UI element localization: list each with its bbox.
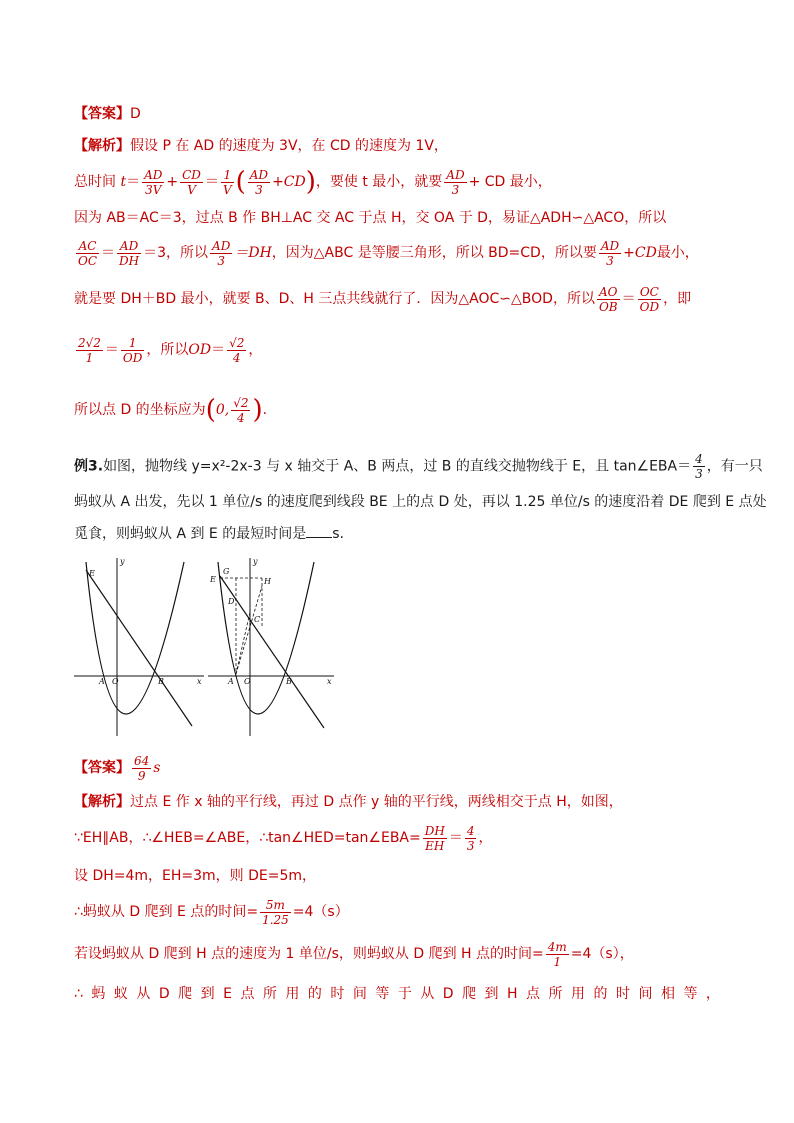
- example-line-1: 例3.如图，抛物线 y=x²-2x-3 与 x 轴交于 A、B 两点，过 B 的直线交抛物线于 E，且 tan∠EBA＝ $\frac{4}{3}$ ，有一只: [74, 452, 763, 481]
- answer-label: 【答案】: [74, 760, 130, 776]
- answer-blank: [306, 537, 332, 538]
- example-line-2: 蚂蚁从 A 出发，先以 1 单位/s 的速度爬到线段 BE 上的点 D 处，再以 1.25 单位/s 的速度沿着 DE 爬到 E 点处: [74, 494, 767, 510]
- label-x: x: [327, 677, 332, 686]
- answer-value: D: [130, 106, 141, 122]
- analysis2-line-6: ∴ 蚂 蚁 从 D 爬 到 E 点 所 用 的 时 间 等 于 从 D 爬 到 H 点 所 用 的 时 间 相 等 ，: [74, 986, 720, 1002]
- analysis-label: 【解析】: [74, 138, 130, 154]
- label-B: B: [286, 677, 292, 686]
- analysis-line-2: 总时间 t＝ $\frac{AD}{3V}$ + $\frac{CD}{V}$ ＝ $\frac{1}{V}$ ( $\frac{AD}{3}$ +CD)，要使 t 最小，就要 $\frac{AD}{3}$ + CD 最小，: [74, 167, 552, 197]
- analysis2-line-3: 设 DH=4m，EH=3m，则 DE=5m，: [74, 868, 317, 884]
- line-AD: [236, 612, 250, 674]
- label-H: H: [264, 577, 271, 586]
- label-A: A: [99, 677, 105, 686]
- label-y: y: [253, 557, 258, 566]
- label-D: D': [228, 597, 237, 606]
- line-BE: [86, 570, 192, 726]
- label-E: E: [89, 569, 95, 578]
- label-A: A: [228, 677, 234, 686]
- label-B: B: [158, 677, 164, 686]
- analysis-label: 【解析】: [74, 794, 130, 810]
- label-G: G: [223, 567, 230, 576]
- label-y: y: [120, 557, 125, 566]
- example-line-3: 觅食，则蚂蚁从 A 到 E 的最短时间是 s.: [74, 526, 344, 542]
- answer-label: 【答案】: [74, 106, 130, 122]
- answer-line-1: [74, 104, 141, 124]
- label-O: O: [112, 677, 119, 686]
- figure-right: [206, 556, 336, 738]
- answer-line-2: 【答案】 $\frac{64}{9}$ s: [74, 753, 161, 783]
- analysis-line-4: $\frac{AC}{OC}$ ＝ $\frac{AD}{DH}$ ＝3，所以 $\frac{AD}{3}$ ＝DH，因为△ABC 是等腰三角形，所以 BD=CD，所以要 $\frac{AD}{3}$ +CD最小，: [78, 238, 699, 268]
- label-x: x: [197, 677, 202, 686]
- analysis-line-3: 因为 AB＝AC＝3，过点 B 作 BH⊥AC 交 AC 于点 H，交 OA 于 D，易证△ADH∽△ACO，所以: [74, 210, 667, 226]
- line-AH: [236, 586, 262, 674]
- analysis-line-7: 所以点 D 的坐标应为(0, $\frac{√2}{4}$ ).: [74, 395, 268, 425]
- analysis-line-5: 就是要 DH＋BD 最小，就要 B、D、H 三点共线就行了．因为△AOC∽△BOD，所以 $\frac{AO}{OB}$ ＝ $\frac{OC}{OD}$ ，即: [74, 284, 692, 314]
- example-label: 例3.: [74, 458, 104, 475]
- parabola: [86, 562, 184, 714]
- label-O: O: [244, 677, 251, 686]
- label-C: C: [254, 615, 261, 624]
- figure-left: [72, 556, 206, 738]
- analysis2-line-5: 若设蚂蚁从 D 爬到 H 点的速度为 1 单位/s，则蚂蚁从 D 爬到 H 点的时间= $\frac{4m}{1}$ =4（s），: [74, 939, 634, 969]
- label-E: E: [210, 575, 216, 584]
- analysis2-line-4: ∴蚂蚁从 D 爬到 E 点的时间= $\frac{5m}{1.25}$ =4（s）: [74, 897, 349, 927]
- analysis2-line-1: 【解析】过点 E 作 x 轴的平行线，再过 D 点作 y 轴的平行线，两线相交于点 H，如图，: [74, 794, 623, 810]
- analysis-line-6: $\frac{2√2}{1}$ ＝ $\frac{1}{OD}$ ，所以OD＝ $\frac{√2}{4}$ ，: [78, 335, 263, 365]
- analysis2-line-2: ∵EH∥AB，∴∠HEB=∠ABE，∴tan∠HED=tan∠EBA= $\frac{DH}{EH}$ ＝ $\frac{4}{3}$ ，: [74, 823, 493, 853]
- analysis-line-1: 【解析】假设 P 在 AD 的速度为 3V，在 CD 的速度为 1V，: [74, 138, 448, 154]
